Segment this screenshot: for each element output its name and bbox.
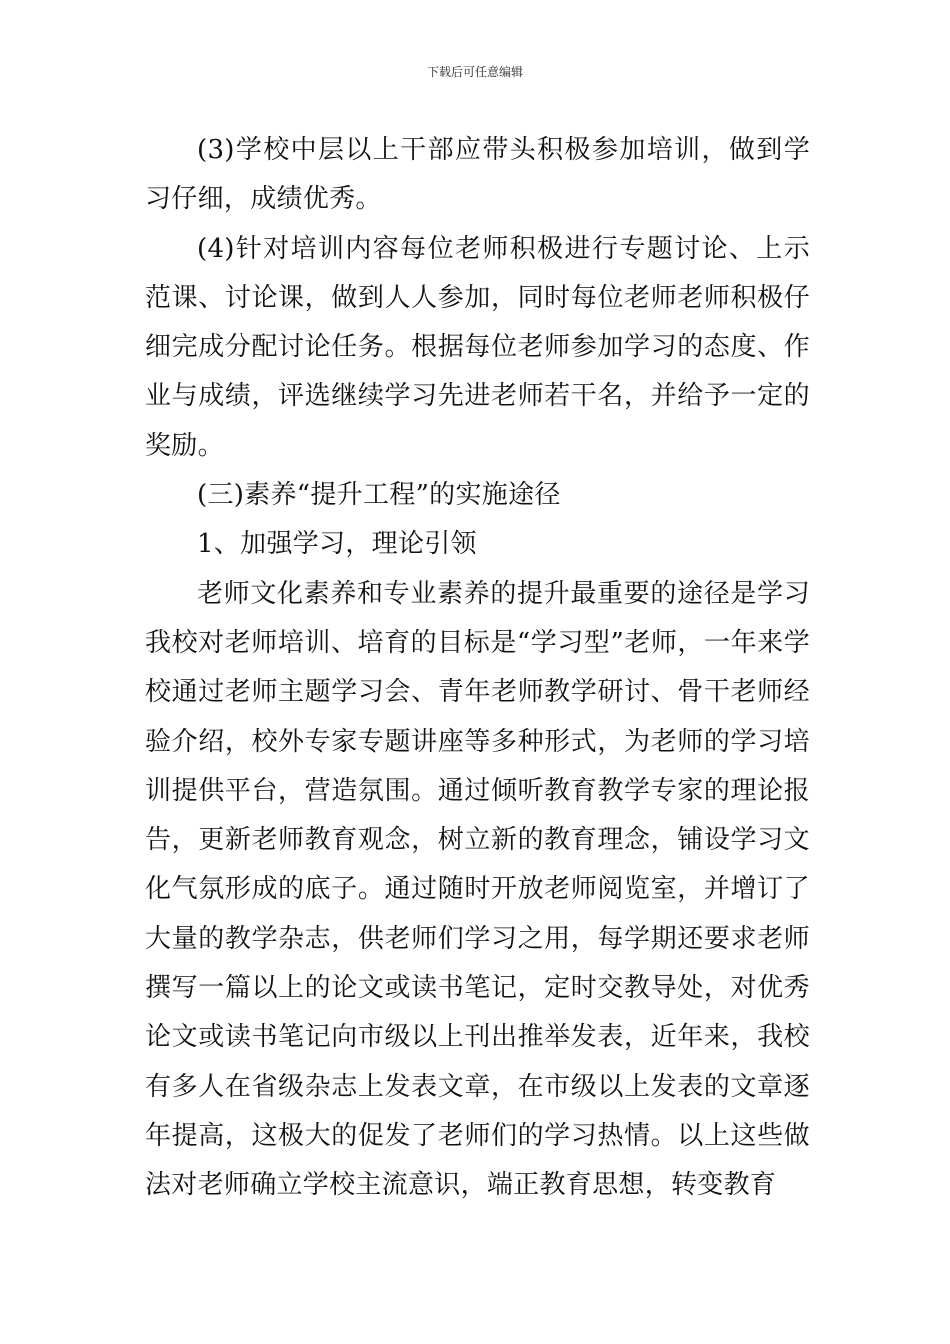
document-body	[145, 126, 810, 1211]
section-heading: (三)素养“提升工程”的实施途径	[197, 480, 561, 511]
paragraph-item-4: (4)针对培训内容每位老师积极进行专题讨论、上示范课、讨论课，做到人人参加，同时每位老师老师积极仔细完成分配讨论任务。根据每位老师参加学习的态度、作业与成绩，评选继续学习先进老师若干名，并给予一定的奖励。	[145, 233, 810, 461]
paragraph-item-3: (3)学校中层以上干部应带头积极参加培训，做到学习仔细，成绩优秀。	[145, 135, 810, 215]
paragraph-body: 老师文化素养和专业素养的提升最重要的途径是学习我校对老师培训、培育的目标是“学习型”老师，一年来学校通过老师主题学习会、青年老师教学研讨、骨干老师经验介绍，校外专家专题讲座等多种形式，为老师的学习培训提供平台，营造氛围。通过倾听教育教学专家的理论报告，更新老师教育观念，树立新的教育理念，铺设学习文化气氛形成的底子。通过随时开放老师阅览室，并增订了大量的教学杂志，供老师们学习之用，每学期还要求老师撰写一篇以上的论文或读书笔记，定时交教导处，对优秀论文或读书笔记向市级以上刊出推举发表，近年来，我校有多人在省级杂志上发表文章，在市级以上发表的文章逐年提高，这极大的促发了老师们的学习热情。以上这些做法对老师确立学校主流意识，端正教育思想，转变教育	[145, 578, 810, 1201]
page-header: 下载后可任意编辑	[426, 65, 523, 79]
subsection-heading: 1、加强学习，理论引领	[197, 529, 477, 560]
